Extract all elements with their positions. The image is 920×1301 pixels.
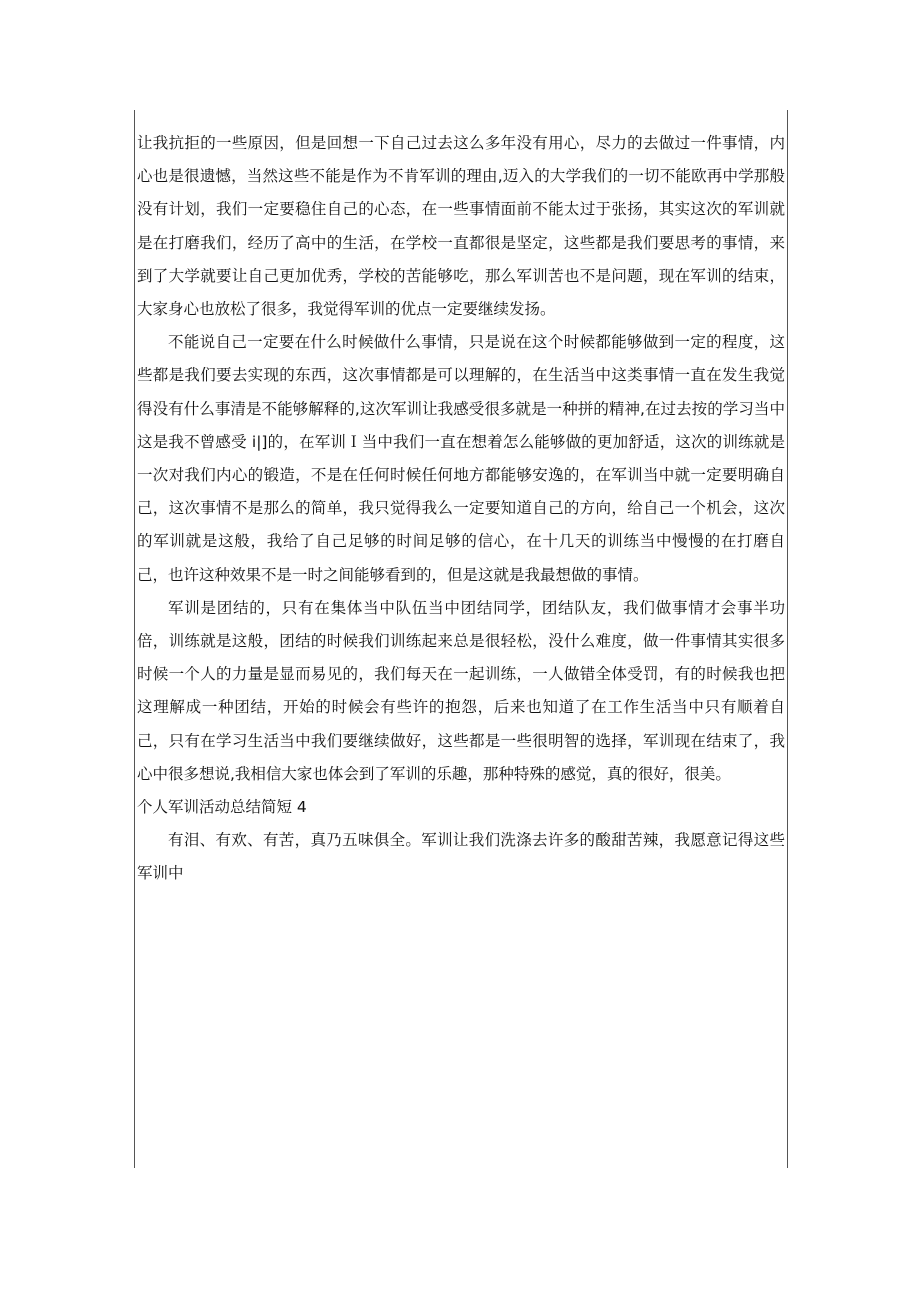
section-heading: 个人军训活动总结简短 4 — [137, 798, 307, 817]
paragraph-3: 军训是团结的，只有在集体当中队伍当中团结同学，团结队友，我们做事情才会事半功倍，训练就是这般，团结的时候我们训练起来总是很轻松，没什么难度，做一件事情其实很多时候一个人的力量是显而易见的，我们每天在一起训练，一人做错全体受罚，有的时候我也把这理解成一种团结，开始的时候会有些许的抱怨，后来也知道了在工作生活当中只有顺着自己，只有在学习生活当中我们要继续做好，这些都是一些很明智的选择，军训现在结束了，我心中很多想说,我相信大家也体会到了军训的乐趣，那种特殊的感觉，真的很好，很美。 — [137, 598, 785, 783]
paragraph-4: 有泪、有欢、有苦，真乃五味俱全。军训让我们洗涤去许多的酸甜苦辣，我愿意记得这些军训中 — [137, 831, 785, 883]
paragraph-2: 不能说自己一定要在什么时候做什么事情，只是说在这个时候都能够做到一定的程度，这些都是我们要去实现的东西，这次事情都是可以理解的，在生活当中这类事情一直在发生我觉得没有什么事清是不能够解释的,这次军训让我感受很多就是一种拼的精神,在过去按的学习当中这是我不曾感受 i|]的，在军训Ｉ当中我们一直在想着怎么能够做的更加舒适，这次的训练就是一次对我们内心的锻造，不是在任何时候任何地方都能够安逸的，在军训当中就一定要明确自己，这次事情不是那么的简单，我只觉得我么一定要知道自己的方向，给自己一个机会，这次的军训就是这般，我给了自己足够的时间足够的信心，在十几天的训练当中慢慢的在打磨自己，也许这种效果不是一时之间能够看到的，但是这就是我最想做的事情。 — [137, 333, 785, 584]
document-body — [137, 127, 785, 891]
left-margin-rule — [134, 110, 135, 1168]
paragraph-1: 让我抗拒的一些原因，但是回想一下自己过去这么多年没有用心，尽力的去做过一件事情，内心也是很遗憾，当然这些不能是作为不肯军训的理由,迈入的大学我们的一切不能欧再中学那般没有计划，我们一定要稳住自己的心态，在一些事情面前不能太过于张扬，其实这次的军训就是在打磨我们，经历了高中的生活，在学校一直都很是坚定，这些都是我们要思考的事情，来到了大学就要让自己更加优秀，学校的苦能够吃，那么军训苦也不是问题，现在军训的结束，大家身心也放松了很多，我觉得军训的优点一定要继续发扬。 — [137, 134, 785, 319]
right-margin-rule — [787, 110, 788, 1168]
